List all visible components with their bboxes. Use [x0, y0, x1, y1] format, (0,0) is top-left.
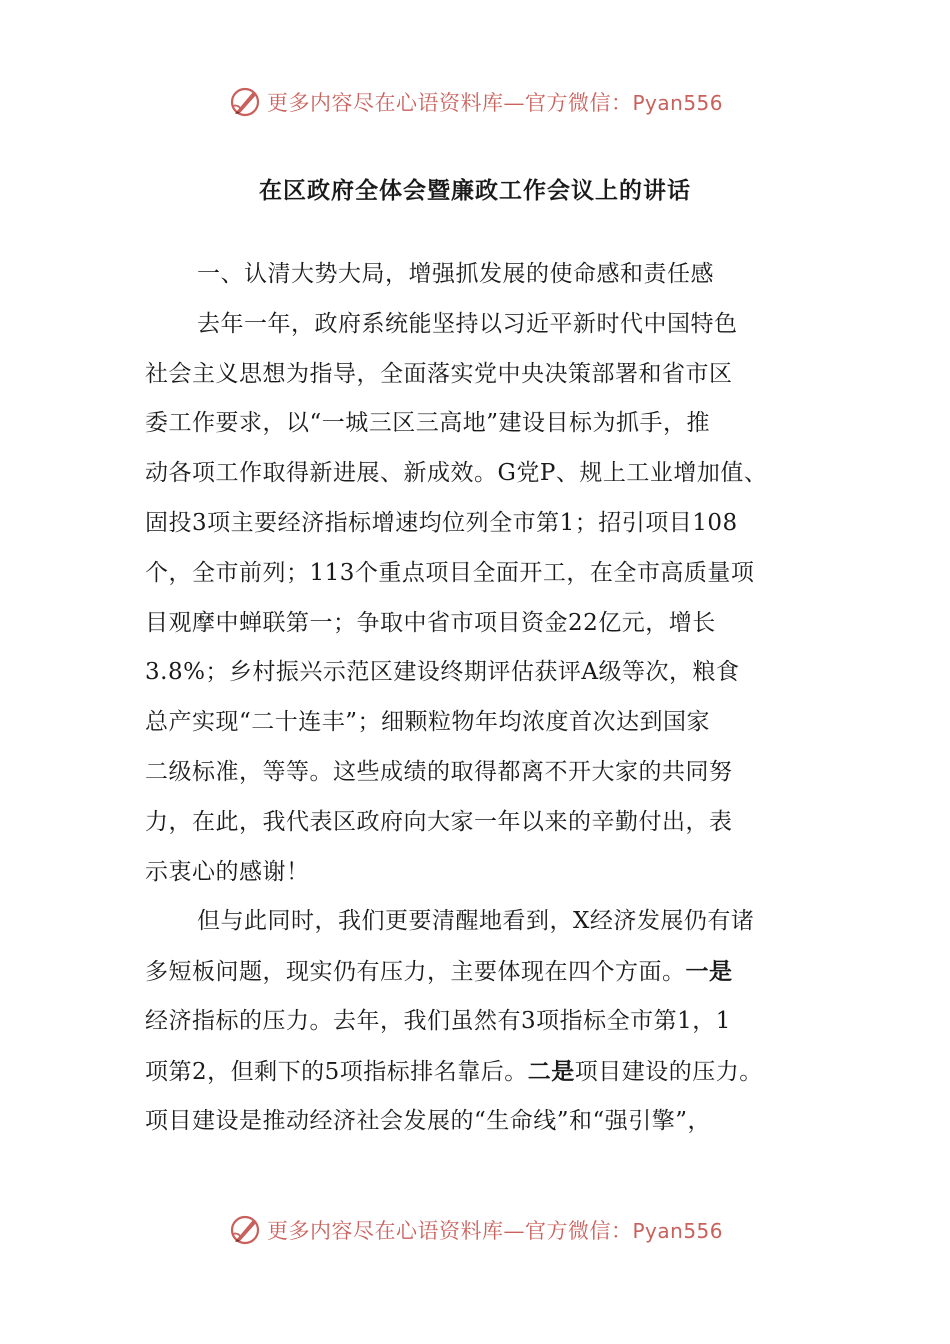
paragraph-line: 总产实现“二十连丰”；细颗粒物年均浓度首次达到国家 — [145, 709, 711, 736]
document-title: 在区政府全体会暨廉政工作会议上的讲话 — [259, 177, 691, 204]
paragraph-2 — [145, 897, 825, 1146]
paragraph-line: 社会主义思想为指导，全面落实党中央决策部署和省市区 — [145, 360, 733, 387]
pen-circle-logo-icon — [227, 1212, 263, 1248]
paragraph-1 — [145, 300, 825, 898]
paragraph-line: 力，在此，我代表区政府向大家一年以来的辛勤付出，表 — [145, 808, 733, 835]
paragraph-line: 动各项工作取得新进展、新成效。G党P、规上工业增加值、 — [145, 460, 768, 487]
document-body — [145, 250, 825, 1146]
paragraph-line: 委工作要求，以“一城三区三高地”建设目标为抓手，推 — [145, 410, 711, 437]
paragraph-line: 二级标准，等等。这些成绩的取得都离不开大家的共同努 — [145, 758, 733, 785]
paragraph-line: 固投3项主要经济指标增速均位列全市第1；招引项目108 — [145, 509, 738, 536]
paragraph-line: 项第2，但剩下的5项指标排名靠后。二是项目建设的压力。 — [145, 1057, 763, 1085]
watermark-text: 更多内容尽在心语资料库—官方微信：Pyan556 — [266, 91, 723, 115]
paragraph-line: 多短板问题，现实仍有压力，主要体现在四个方面。一是 — [145, 958, 733, 986]
bold-marker: 一是 — [685, 958, 733, 986]
watermark-header — [0, 80, 950, 124]
watermark-text: 更多内容尽在心语资料库—官方微信：Pyan556 — [266, 1219, 723, 1243]
paragraph-line: 但与此同时，我们更要清醒地看到，X经济发展仍有诸 — [197, 908, 755, 935]
paragraph-line: 经济指标的压力。去年，我们虽然有3项指标全市第1，1 — [145, 1007, 731, 1034]
paragraph-line: 个，全市前列；113个重点项目全面开工，在全市高质量项 — [145, 559, 755, 586]
section-heading: 一、认清大势大局，增强抓发展的使命感和责任感 — [197, 261, 714, 287]
pen-circle-logo-icon — [227, 84, 263, 120]
bold-marker: 二是 — [527, 1057, 575, 1085]
paragraph-line: 去年一年，政府系统能坚持以习近平新时代中国特色 — [197, 310, 738, 337]
paragraph-line: 项目建设是推动经济社会发展的“生命线”和“强引擎”， — [145, 1107, 712, 1134]
paragraph-line: 示衷心的感谢！ — [145, 858, 310, 885]
watermark-footer — [0, 1208, 950, 1252]
paragraph-line: 目观摩中蝉联第一；争取中省市项目资金22亿元，增长 — [145, 609, 716, 636]
paragraph-line: 3.8%；乡村振兴示范区建设终期评估获评A级等次，粮食 — [145, 659, 740, 686]
